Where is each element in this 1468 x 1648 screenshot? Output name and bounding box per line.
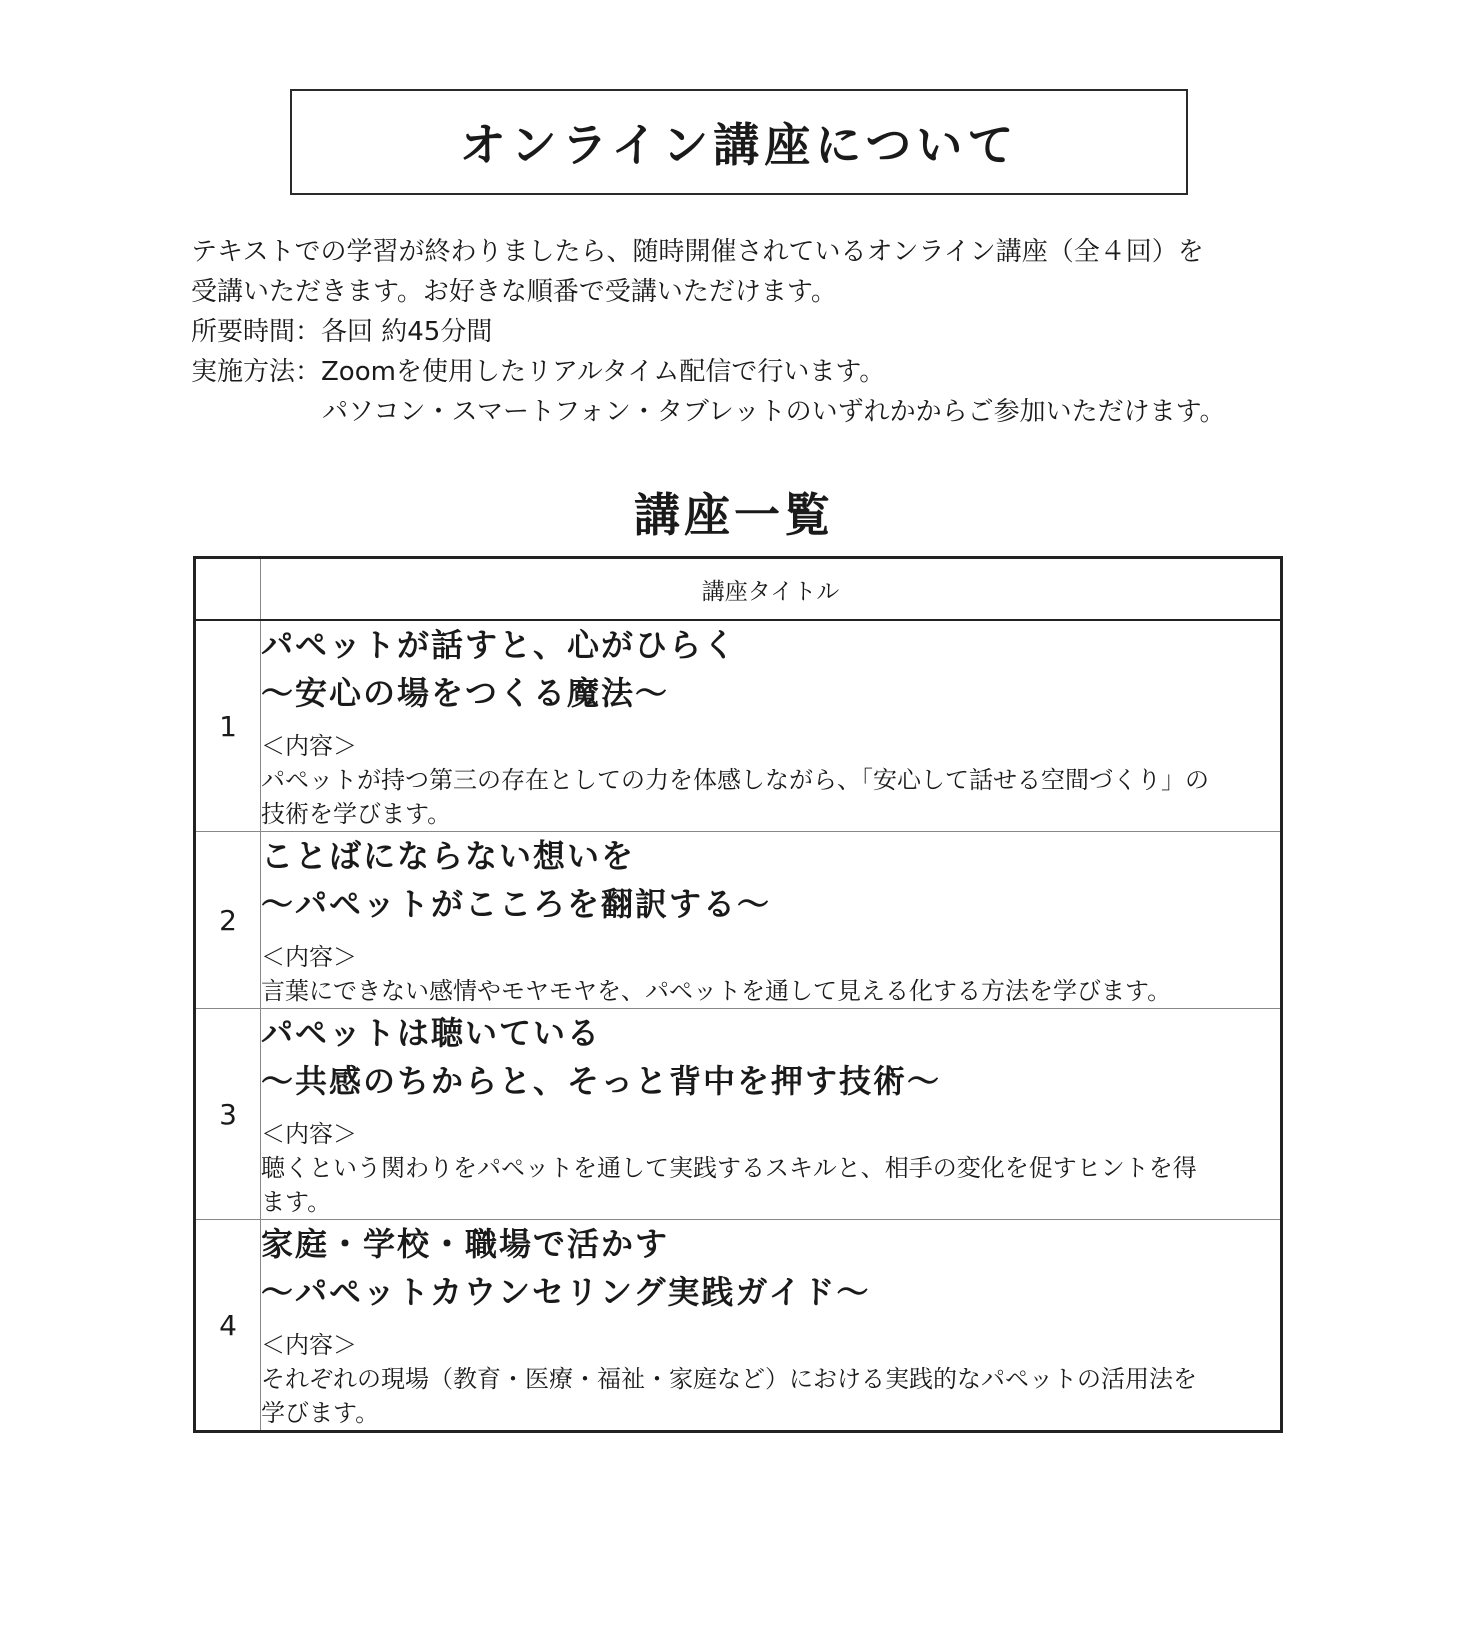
table-header-row (195, 558, 1282, 621)
content-label: ＜内容＞ (261, 943, 357, 971)
course-description: 聴くという関わりをパペットを通して実践するスキルと、相手の変化を促すヒントを得 (261, 1154, 1197, 1182)
course-subtitle: ～安心の場をつくる魔法～ (261, 674, 670, 712)
course-list-heading: 講座一覧 (634, 488, 834, 542)
course-cell (261, 832, 1282, 1009)
course-cell (261, 1220, 1282, 1432)
course-cell (261, 620, 1282, 832)
course-cell (261, 1009, 1282, 1220)
course-number: 4 (195, 1220, 261, 1432)
content-label: ＜内容＞ (261, 1331, 357, 1359)
course-title: ことばにならない想いを (261, 837, 636, 875)
course-description: 技術を学びます。 (261, 800, 452, 828)
table-row (195, 1220, 1282, 1432)
course-description: それぞれの現場（教育・医療・福祉・家庭など）における実践的なパペットの活用法を (261, 1365, 1197, 1393)
course-subtitle: ～共感のちからと、そっと背中を押す技術～ (261, 1062, 942, 1100)
course-number: 2 (195, 832, 261, 1009)
course-subtitle: ～パペットがこころを翻訳する～ (261, 885, 772, 923)
title-column-header: 講座タイトル (261, 558, 1282, 621)
intro-line: 受講いただきます。お好きな順番で受講いただけます。 (191, 277, 837, 307)
course-table (193, 556, 1283, 1433)
content-label: ＜内容＞ (261, 732, 357, 760)
table-row (195, 832, 1282, 1009)
course-description: パペットが持つ第三の存在としての力を体感しながら、「安心して話せる空間づくり」の (261, 766, 1209, 794)
content-label: ＜内容＞ (261, 1120, 357, 1148)
course-number: 1 (195, 620, 261, 832)
course-description: 学びます。 (261, 1399, 380, 1427)
required-time-line: 所要時間：各回 約45分間 (191, 317, 493, 347)
course-title: パペットが話すと、心がひらく (261, 626, 738, 664)
course-description: ます。 (261, 1188, 332, 1216)
course-number: 3 (195, 1009, 261, 1220)
page-title: オンライン講座について (290, 89, 1188, 195)
intro-text (191, 232, 1311, 432)
course-description: 言葉にできない感情やモヤモヤを、パペットを通して見える化する方法を学びます。 (261, 977, 1172, 1005)
intro-line: テキストでの学習が終わりましたら、随時開催されているオンライン講座（全４回）を (191, 237, 1204, 267)
number-column-header (195, 558, 261, 621)
table-row (195, 1009, 1282, 1220)
course-title: 家庭・学校・職場で活かす (261, 1225, 670, 1263)
course-title: パペットは聴いている (261, 1014, 602, 1052)
method-line: 実施方法：Zoomを使用したリアルタイム配信で行います。 (191, 357, 886, 387)
device-line: パソコン・スマートフォン・タブレットのいずれかからご参加いただけます。 (322, 397, 1226, 427)
table-row (195, 620, 1282, 832)
course-subtitle: ～パペットカウンセリング実践ガイド～ (261, 1273, 871, 1311)
